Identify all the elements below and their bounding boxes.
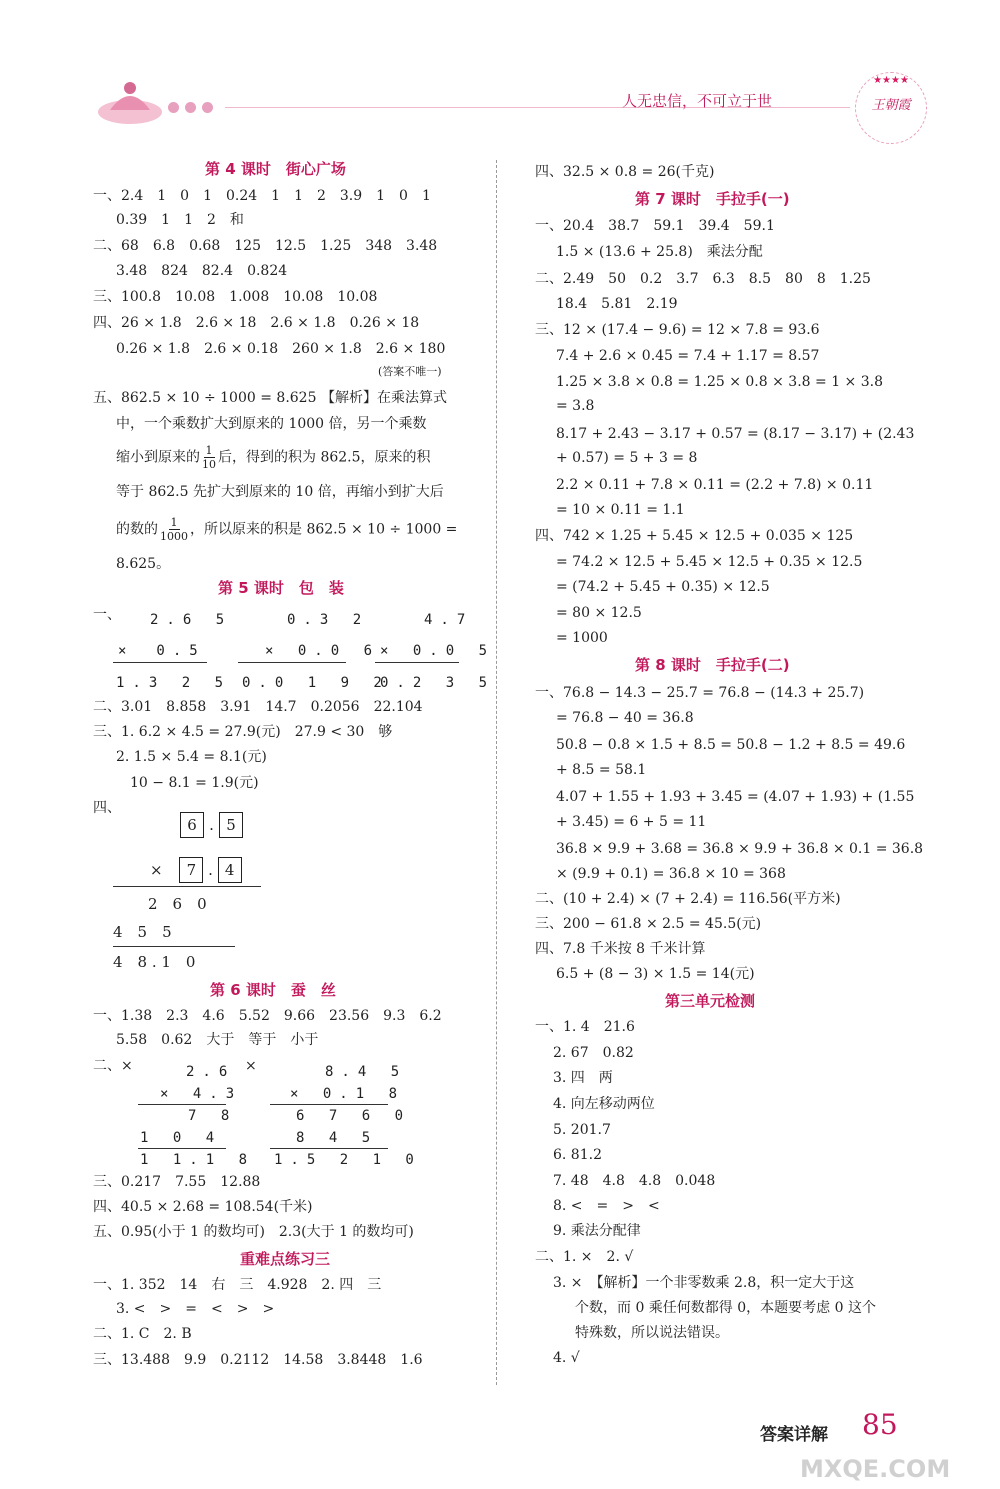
answer-line: 二、2.49 50 0.2 3.7 6.3 8.5 80 8 1.25 — [535, 271, 871, 287]
section-title-unit-test: 第三单元检测 — [665, 992, 756, 1010]
watermark: MXQE.COM — [800, 1455, 951, 1483]
section-title-lesson5: 第 5 课时 包 装 — [218, 579, 344, 597]
answer-line: 四、32.5 × 0.8 = 26(千克) — [535, 164, 715, 180]
answer-line: = 3.8 — [556, 398, 595, 414]
answer-line: 36.8 × 9.9 + 3.68 = 36.8 × 9.9 + 36.8 × 0.1 = 36.8 — [556, 841, 924, 857]
answer-line: 三、1. 6.2 × 4.5 = 27.9(元) 27.9 < 30 够 — [93, 724, 393, 740]
calc-rule — [138, 1104, 226, 1105]
times-sign: × — [150, 861, 163, 879]
answer-line: + 0.57) = 5 + 3 = 8 — [556, 450, 698, 466]
answer-line: × (9.9 + 0.1) = 36.8 × 10 = 368 — [556, 866, 786, 882]
calc-rule — [113, 886, 261, 887]
answer-line: 五、862.5 × 10 ÷ 1000 = 8.625 【解析】在乘法算式 — [93, 390, 447, 406]
decimal-point: . — [208, 861, 213, 879]
text-segment: 的数的 — [116, 521, 158, 538]
answer-line: 3. 四 两 — [553, 1070, 613, 1086]
answer-line: 3. × 【解析】一个非零数乘 2.8，积一定大于这 — [553, 1275, 855, 1291]
answer-line — [116, 516, 457, 543]
answer-line: 6. 81.2 — [553, 1147, 602, 1163]
calc-row: 8 4 5 — [296, 1130, 379, 1146]
page-number: 85 — [862, 1408, 898, 1441]
answer-line: 一、76.8 − 14.3 − 25.7 = 76.8 − (14.3 + 25.7) — [535, 685, 865, 701]
digit-box: 4 — [218, 857, 242, 883]
answer-line: 二、× — [93, 1058, 133, 1074]
answer-line: 特殊数，所以说法错误。 — [575, 1325, 729, 1341]
answer-line: 三、0.217 7.55 12.88 — [93, 1174, 261, 1190]
answer-line: 个数，而 0 乘任何数都得 0，本题要考虑 0 这个 — [575, 1300, 876, 1316]
calc-row: × 0.1 8 — [290, 1086, 406, 1102]
answer-line: 四、7.8 千米按 8 千米计算 — [535, 941, 706, 957]
answer-line: 0.39 1 1 2 和 — [116, 212, 244, 228]
calc-row: × 0.0 6 — [265, 643, 381, 659]
answer-line: = 10 × 0.11 = 1.1 — [556, 502, 685, 518]
answer-line: 中，一个乘数扩大到原来的 1000 倍，另一个乘数 — [116, 416, 427, 432]
calc-row: 0.3 2 — [287, 612, 370, 628]
answer-line: + 8.5 = 58.1 — [556, 762, 647, 778]
denominator: 10 — [202, 458, 216, 471]
answer-line: 一、20.4 38.7 59.1 39.4 59.1 — [535, 218, 775, 234]
answer-line — [116, 444, 431, 471]
calc-row: × 4.3 — [160, 1086, 243, 1102]
answer-line: 5. 201.7 — [553, 1122, 611, 1138]
answer-line: 4. 向左移动两位 — [553, 1096, 655, 1112]
answer-line: = 74.2 × 12.5 + 5.45 × 12.5 + 0.35 × 12.5 — [556, 554, 863, 570]
calc-row: 1.5 2 1 0 — [274, 1152, 422, 1168]
calc-rule — [270, 1148, 388, 1149]
answer-line: 一、2.4 1 0 1 0.24 1 1 2 3.9 1 0 1 — [93, 188, 431, 204]
calc-row: 4.7 — [424, 612, 474, 628]
answer-line: 3.48 824 82.4 0.824 — [116, 263, 288, 279]
answer-line: 6.5 + (8 − 3) × 1.5 = 14(元) — [556, 966, 755, 982]
answer-line: 三、13.488 9.9 0.2112 14.58 3.8448 1.6 — [93, 1352, 423, 1368]
brand-badge — [855, 72, 927, 144]
section-title-lesson8: 第 8 课时 手拉手(二) — [635, 656, 790, 674]
answer-line: 7. 48 4.8 4.8 0.048 — [553, 1173, 716, 1189]
brand-name: 王朝霞 — [871, 98, 911, 113]
answer-line: × — [245, 1058, 257, 1074]
denominator: 1000 — [160, 530, 188, 543]
section-title-key-practice: 重难点练习三 — [240, 1250, 331, 1268]
numerator: 1 — [205, 444, 213, 457]
answer-line: 一、1. 4 21.6 — [535, 1019, 635, 1035]
answer-line: 四、742 × 1.25 + 5.45 × 12.5 + 0.035 × 125 — [535, 528, 854, 544]
answer-line: 一、1.38 2.3 4.6 5.52 9.66 23.56 9.3 6.2 — [93, 1008, 442, 1024]
calc-row: 0.2 3 5 — [380, 675, 496, 691]
answer-line: 等于 862.5 先扩大到原来的 10 倍，再缩小到扩大后 — [116, 484, 444, 500]
answer-line: 2. 67 0.82 — [553, 1045, 634, 1061]
calc-row: 2 6 0 — [148, 895, 207, 913]
section-title-lesson4: 第 4 课时 街心广场 — [205, 160, 346, 178]
calc-row: 1.3 2 5 — [116, 675, 232, 691]
calc-rule — [238, 662, 346, 663]
answer-line: = 1000 — [556, 630, 608, 646]
text-segment: 缩小到原来的 — [116, 449, 200, 466]
calc-row: 4 5 5 — [113, 923, 172, 941]
calc-row: 4 8 . 1 0 — [113, 953, 196, 971]
answer-line: 三、100.8 10.08 1.008 10.08 10.08 — [93, 289, 378, 305]
column-divider — [496, 160, 497, 1385]
answer-line: 二、1. C 2. B — [93, 1326, 192, 1342]
answer-line: 一、 — [93, 607, 121, 623]
calc-row: 8.4 5 — [325, 1064, 408, 1080]
answer-line: = (74.2 + 5.45 + 0.35) × 12.5 — [556, 579, 770, 595]
digit-box: 5 — [219, 812, 243, 838]
answer-line: 50.8 − 0.8 × 1.5 + 8.5 = 50.8 − 1.2 + 8.5 = 49.6 — [556, 737, 906, 753]
answer-line: 0.26 × 1.8 2.6 × 0.18 260 × 1.8 2.6 × 180 — [116, 341, 446, 357]
answer-line: 4. √ — [553, 1350, 580, 1366]
answer-line: = 76.8 − 40 = 36.8 — [556, 710, 694, 726]
digit-box: 7 — [179, 857, 203, 883]
answer-line: 1.25 × 3.8 × 0.8 = 1.25 × 0.8 × 3.8 = 1 × 3.8 — [556, 374, 883, 390]
calc-row: 1 0 4 — [140, 1130, 223, 1146]
calc-rule — [113, 662, 207, 663]
answer-line: 10 − 8.1 = 1.9(元) — [130, 775, 259, 791]
answer-line: + 3.45) = 6 + 5 = 11 — [556, 814, 707, 830]
answer-line: 1.5 × (13.6 + 25.8) 乘法分配 — [556, 244, 763, 260]
calc-row: × 0.0 5 — [380, 643, 496, 659]
boxed-digits-row1 — [180, 812, 243, 838]
text-segment: ，所以原来的积是 862.5 × 10 ÷ 1000 = — [190, 521, 458, 538]
calc-rule — [270, 1104, 388, 1105]
decimal-point: . — [209, 816, 214, 834]
section-title-lesson7: 第 7 课时 手拉手(一) — [635, 190, 790, 208]
answer-line: 四、 — [93, 800, 121, 816]
calc-rule — [375, 662, 459, 663]
header-logo — [95, 72, 165, 127]
answer-line: 4.07 + 1.55 + 1.93 + 3.45 = (4.07 + 1.93) + (1.55 — [556, 789, 915, 805]
calc-row: 6 7 6 0 — [296, 1108, 412, 1124]
boxed-digits-row2 — [150, 857, 242, 883]
digit-box: 6 — [180, 812, 204, 838]
answer-line: 三、200 − 61.8 × 2.5 = 45.5(元) — [535, 916, 762, 932]
footer-label: 答案详解 — [760, 1425, 828, 1445]
answer-line: 8. < = > < — [553, 1198, 660, 1214]
ship-icon — [95, 72, 165, 127]
numerator: 1 — [170, 516, 178, 529]
answer-line: 一、1. 352 14 右 三 4.928 2. 四 三 — [93, 1277, 382, 1293]
answer-note: (答案不唯一) — [378, 365, 442, 378]
calc-row: 0.0 1 9 2 — [242, 675, 390, 691]
answer-line: 9. 乘法分配律 — [553, 1223, 641, 1239]
answer-line: 二、1. × 2. √ — [535, 1249, 634, 1265]
answer-line: 3. < > = < > > — [116, 1301, 275, 1317]
answer-line: 二、68 6.8 0.68 125 12.5 1.25 348 3.48 — [93, 238, 438, 254]
answer-line: 四、40.5 × 2.68 = 108.54(千米) — [93, 1199, 313, 1215]
fraction — [160, 516, 188, 543]
answer-line: 四、26 × 1.8 2.6 × 18 2.6 × 1.8 0.26 × 18 — [93, 315, 420, 331]
calc-rule — [113, 946, 235, 947]
fraction — [202, 444, 216, 471]
section-title-lesson6: 第 6 课时 蚕 丝 — [210, 981, 336, 999]
calc-row: 7 8 — [188, 1108, 238, 1124]
text-segment: 后，得到的积为 862.5，原来的积 — [218, 449, 431, 466]
answer-line: = 80 × 12.5 — [556, 605, 642, 621]
calc-row: 2.6 — [186, 1064, 236, 1080]
star-icons: ★★★★ — [873, 75, 909, 86]
answer-line: 8.17 + 2.43 − 3.17 + 0.57 = (8.17 − 3.17) + (2.43 — [556, 426, 915, 442]
answer-line: 18.4 5.81 2.19 — [556, 296, 678, 312]
answer-line: 8.625。 — [116, 556, 171, 572]
answer-line: 7.4 + 2.6 × 0.45 = 7.4 + 1.17 = 8.57 — [556, 348, 820, 364]
answer-line: 5.58 0.62 大于 等于 小于 — [116, 1032, 319, 1048]
calc-row: 2.6 5 — [150, 612, 233, 628]
calc-row: 1 1.1 8 — [140, 1152, 256, 1168]
answer-line: 五、0.95(小于 1 的数均可) 2.3(大于 1 的数均可) — [93, 1224, 414, 1240]
calc-rule — [138, 1148, 226, 1149]
answer-line: 三、12 × (17.4 − 9.6) = 12 × 7.8 = 93.6 — [535, 322, 820, 338]
header-motto: 人无忠信，不可立于世 — [622, 92, 773, 110]
answer-line: 二、3.01 8.858 3.91 14.7 0.2056 22.104 — [93, 699, 423, 715]
header-dots — [168, 98, 213, 117]
answer-line: 2. 1.5 × 5.4 = 8.1(元) — [116, 749, 267, 765]
calc-row: × 0.5 — [118, 643, 206, 659]
answer-line: 二、(10 + 2.4) × (7 + 2.4) = 116.56(平方米) — [535, 891, 841, 907]
answer-line: 2.2 × 0.11 + 7.8 × 0.11 = (2.2 + 7.8) × 0.11 — [556, 477, 874, 493]
